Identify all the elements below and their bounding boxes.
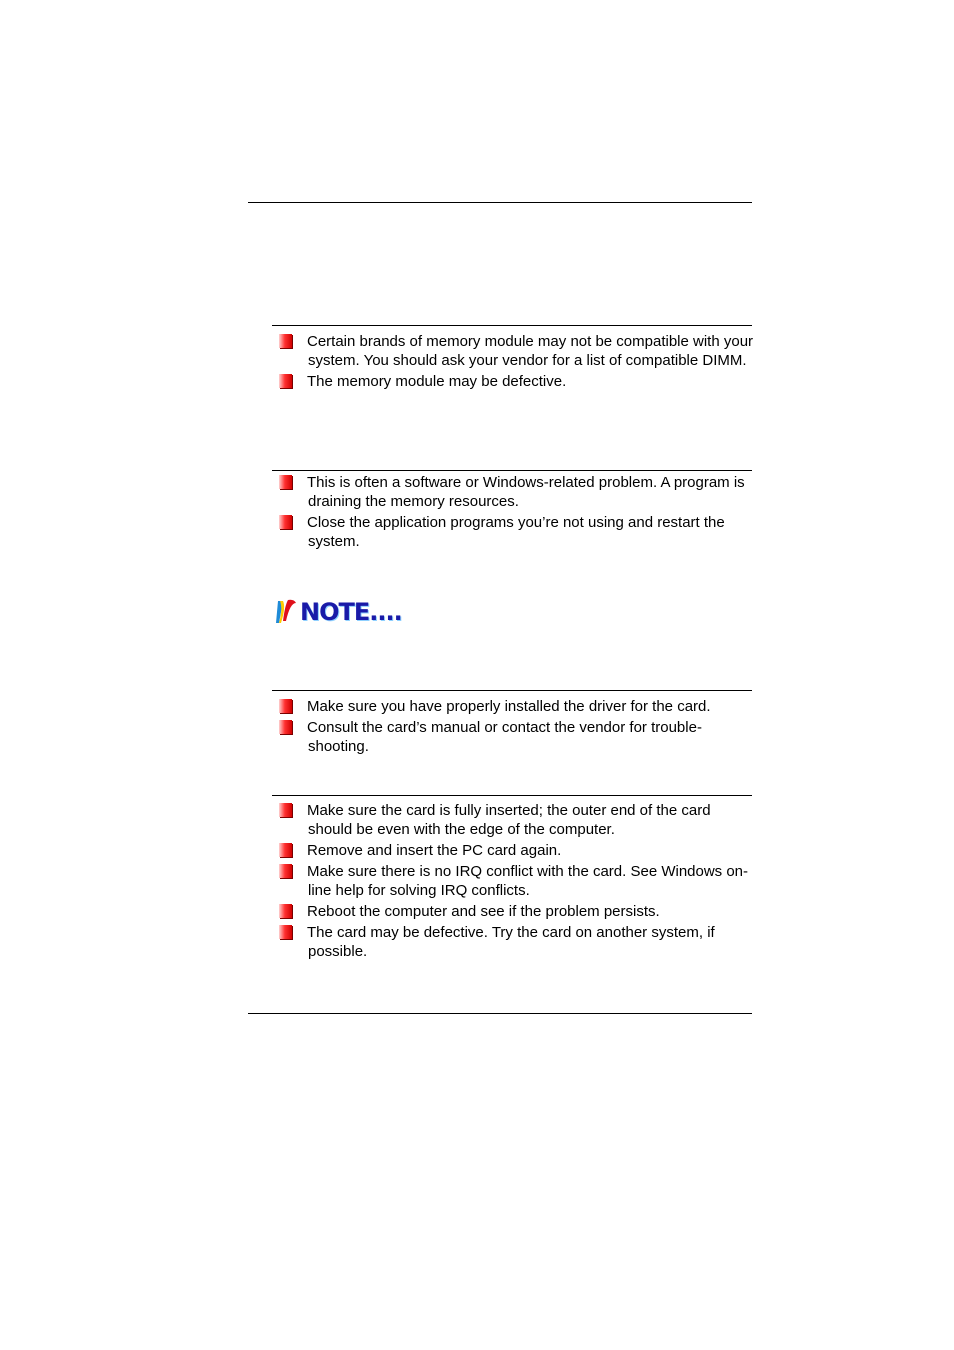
bullet-list	[278, 697, 754, 758]
section-rule	[272, 795, 752, 796]
list-item-text: Make sure the card is fully inserted; the outer end of the card should be even with the edge of the computer.	[307, 802, 711, 838]
red-square-bullet-icon	[279, 843, 292, 857]
list-item	[278, 862, 754, 900]
list-item-text: This is often a software or Windows-related problem. A program is draining the memory resources.	[307, 474, 745, 510]
section-rule	[272, 690, 752, 691]
list-item	[278, 473, 754, 511]
list-item	[278, 801, 754, 839]
red-square-bullet-icon	[279, 864, 292, 878]
list-item-text: Make sure you have properly installed the driver for the card.	[307, 698, 711, 715]
red-square-bullet-icon	[279, 699, 292, 713]
list-item	[278, 902, 754, 921]
red-square-bullet-icon	[279, 374, 292, 388]
section-rule	[272, 470, 752, 471]
note-label: NOTE....	[300, 598, 402, 626]
red-square-bullet-icon	[279, 515, 292, 529]
section-rule	[272, 325, 752, 326]
note-callout	[274, 596, 402, 628]
list-item	[278, 513, 754, 551]
footer-rule	[248, 1013, 752, 1014]
list-item	[278, 697, 754, 716]
red-square-bullet-icon	[279, 925, 292, 939]
list-item	[278, 718, 754, 756]
list-item	[278, 923, 754, 961]
list-item-text: Reboot the computer and see if the problem persists.	[307, 903, 660, 920]
list-item-text: The memory module may be defective.	[307, 373, 567, 390]
list-item-text: Consult the card’s manual or contact the vendor for trouble-shooting.	[307, 719, 702, 755]
list-item-text: Close the application programs you’re not using and restart the system.	[307, 514, 725, 550]
bullet-list	[278, 332, 754, 393]
list-item-text: Make sure there is no IRQ conflict with the card. See Windows on-line help for solving IRQ conflicts.	[307, 863, 749, 899]
bullet-list	[278, 473, 754, 553]
red-square-bullet-icon	[279, 904, 292, 918]
list-item	[278, 332, 754, 370]
list-item-text: The card may be defective. Try the card on another system, if possible.	[307, 924, 715, 960]
list-item-text: Remove and insert the PC card again.	[307, 842, 562, 859]
list-item-text: Certain brands of memory module may not be compatible with your system. You should ask your vendor for a list of compatible DIMM.	[307, 333, 754, 369]
header-rule	[248, 202, 752, 203]
red-square-bullet-icon	[279, 803, 292, 817]
list-item	[278, 841, 754, 860]
note-pen-icon	[274, 597, 298, 627]
red-square-bullet-icon	[279, 334, 292, 348]
bullet-list	[278, 801, 754, 963]
list-item	[278, 372, 754, 391]
red-square-bullet-icon	[279, 720, 292, 734]
red-square-bullet-icon	[279, 475, 292, 489]
